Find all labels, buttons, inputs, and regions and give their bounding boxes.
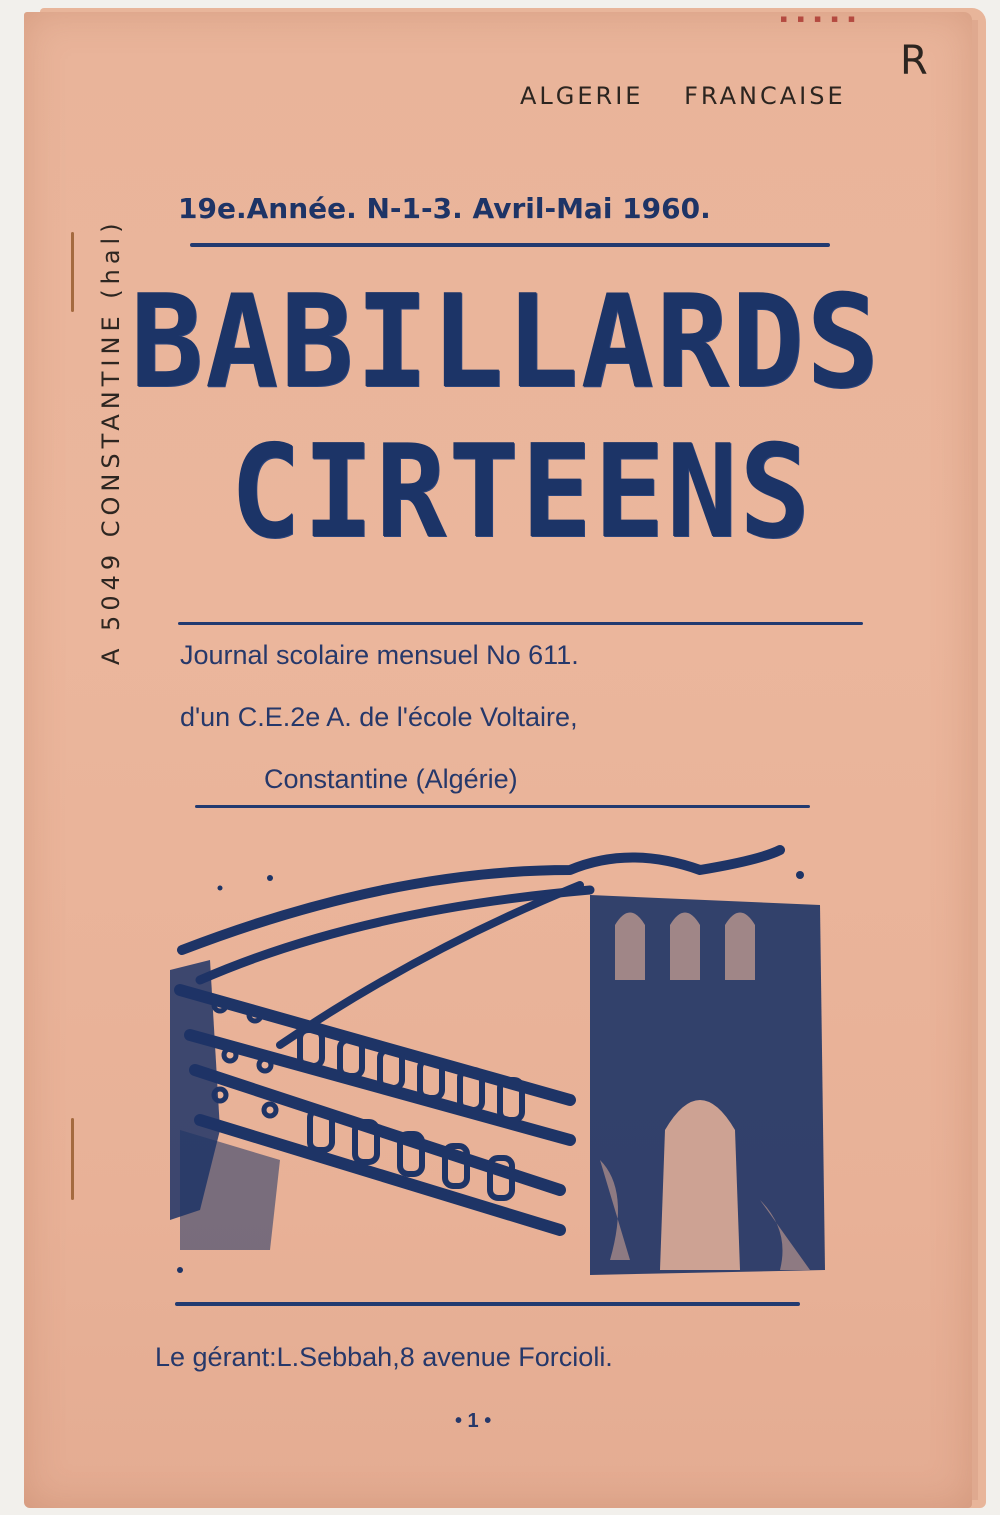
subtitle-line-1: Journal scolaire mensuel No 611.	[180, 640, 579, 670]
handwritten-letter: R	[900, 38, 928, 84]
subtitle-line-3: Constantine (Algérie)	[264, 764, 518, 794]
side-note-text: A 5049 CONSTANTINE (hal)	[97, 218, 125, 665]
corner-stamp-mark: ▪ ▪ ▪ ▪ ▪	[780, 12, 859, 25]
handwritten-side-note	[75, 35, 135, 685]
rule-below-illustration	[175, 1302, 800, 1306]
rule-above-subtitle	[178, 622, 863, 625]
journal-cover	[24, 12, 972, 1508]
bridge-illustration	[160, 830, 840, 1280]
rule-above-illustration	[195, 805, 810, 808]
gate-arch	[660, 1100, 740, 1270]
title-line-1: BABILLARDS	[130, 268, 882, 417]
bridge-abutment-lower-left	[180, 1130, 280, 1250]
rule-under-issue	[190, 243, 830, 247]
issue-line: 19e.Année. N-1-3. Avril-Mai 1960.	[178, 192, 711, 225]
subtitle-line-2: d'un C.E.2e A. de l'école Voltaire,	[180, 702, 578, 732]
staple-bottom	[71, 1118, 74, 1200]
handwritten-note-top: ALGERIE FRANCAISE	[520, 82, 846, 110]
staple-top	[71, 232, 74, 312]
footer-manager-line: Le gérant:L.Sebbah,8 avenue Forcioli.	[155, 1342, 613, 1372]
title-line-2: CIRTEENS	[230, 418, 812, 567]
page-number: • 1 •	[455, 1410, 492, 1432]
